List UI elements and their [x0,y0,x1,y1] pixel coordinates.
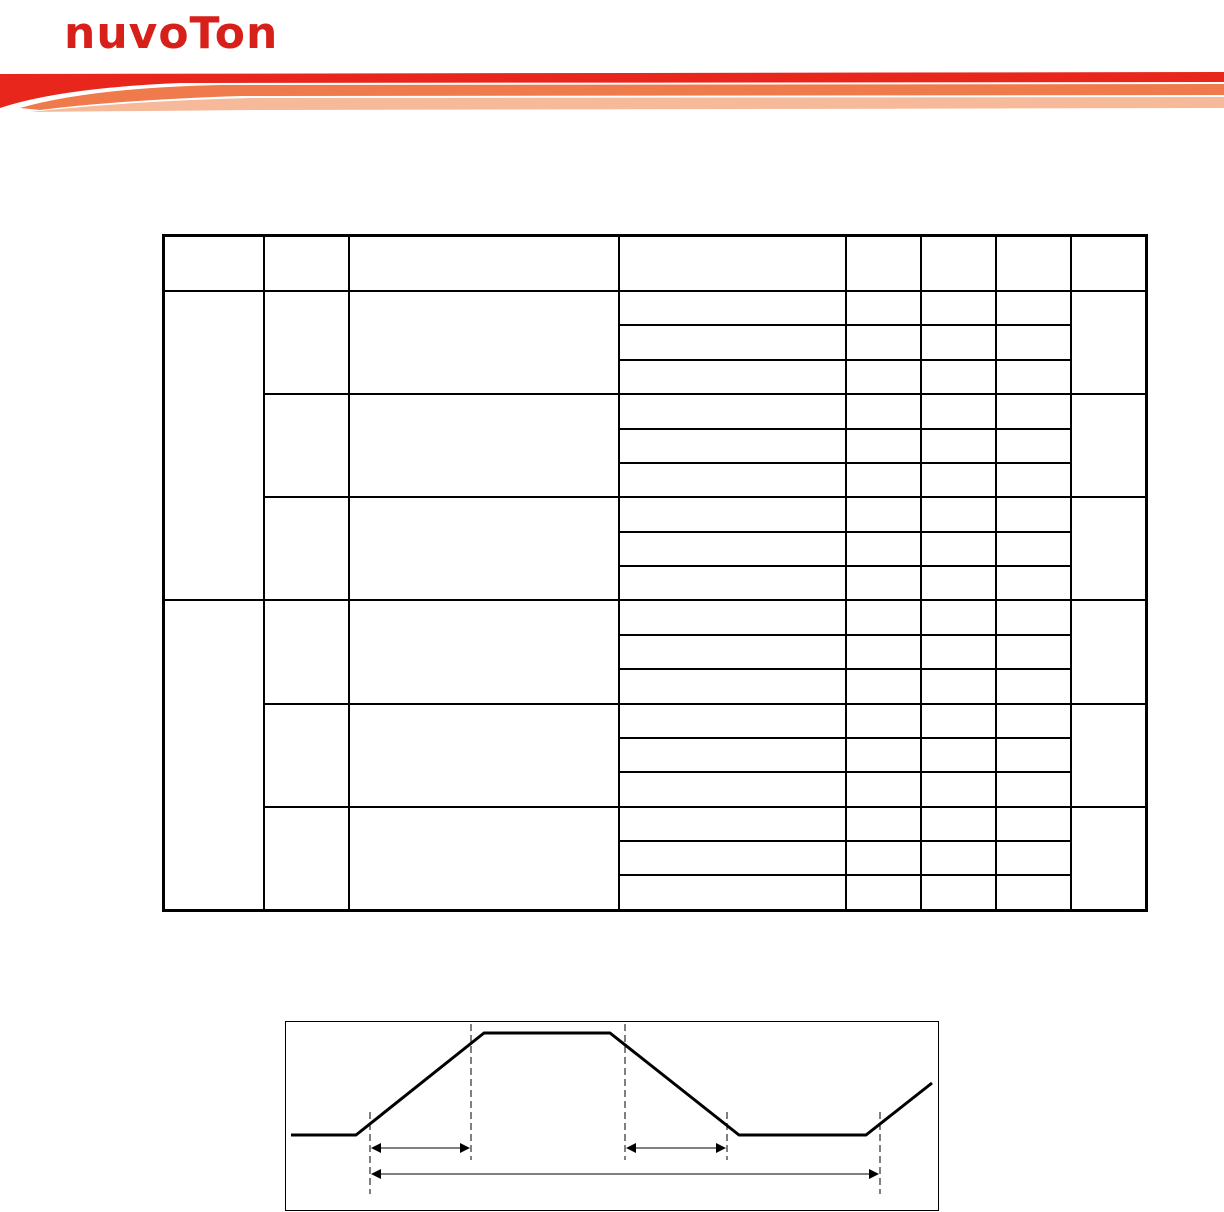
min-cell [846,497,921,531]
table-row [164,600,1147,634]
max-cell [996,875,1071,910]
typ-cell [921,704,996,738]
typ-cell [921,566,996,600]
max-cell [996,669,1071,703]
min-cell [846,463,921,497]
condition-cell [619,360,846,394]
min-cell [846,429,921,463]
condition-cell [619,291,846,325]
header-cell-8 [1071,236,1147,292]
unit-cell [1071,807,1147,911]
timing-diagram [285,1021,939,1211]
typ-cell [921,532,996,566]
min-cell [846,807,921,841]
min-cell [846,669,921,703]
min-cell [846,600,921,634]
condition-cell [619,738,846,772]
condition-cell [619,463,846,497]
condition-cell [619,566,846,600]
header-cell-4 [619,236,846,292]
table-row [164,807,1147,841]
condition-cell [619,325,846,359]
min-cell [846,738,921,772]
max-cell [996,600,1071,634]
subgroup-cell [264,704,349,807]
condition-cell [619,532,846,566]
unit-cell [1071,291,1147,394]
max-cell [996,325,1071,359]
unit-cell [1071,497,1147,600]
header-cell-6 [921,236,996,292]
header-banner [0,68,1224,114]
max-cell [996,704,1071,738]
table-row [164,704,1147,738]
condition-cell [619,635,846,669]
group-cell [164,291,264,600]
typ-cell [921,875,996,910]
brand-logo [64,8,279,59]
table-header-row [164,236,1147,292]
group-cell [164,600,264,910]
signal-waveform [291,1033,932,1135]
condition-cell [619,497,846,531]
condition-cell [619,772,846,806]
max-cell [996,532,1071,566]
condition-cell [619,669,846,703]
unit-cell [1071,704,1147,807]
description-cell [349,600,619,703]
typ-cell [921,807,996,841]
min-cell [846,841,921,875]
typ-cell [921,772,996,806]
description-cell [349,291,619,394]
condition-cell [619,429,846,463]
typ-cell [921,360,996,394]
condition-cell [619,841,846,875]
subgroup-cell [264,600,349,703]
description-cell [349,497,619,600]
typ-cell [921,429,996,463]
typ-cell [921,841,996,875]
brand-name: nuvoTon [64,8,279,59]
condition-cell [619,807,846,841]
typ-cell [921,291,996,325]
page-header [0,0,1224,120]
condition-cell [619,394,846,428]
spec-table [162,234,1148,912]
unit-cell [1071,600,1147,703]
table-row [164,394,1147,428]
min-cell [846,772,921,806]
max-cell [996,566,1071,600]
max-cell [996,291,1071,325]
header-cell-7 [996,236,1071,292]
max-cell [996,463,1071,497]
typ-cell [921,738,996,772]
max-cell [996,360,1071,394]
min-cell [846,325,921,359]
typ-cell [921,394,996,428]
min-cell [846,704,921,738]
min-cell [846,394,921,428]
max-cell [996,772,1071,806]
header-cell-3 [349,236,619,292]
min-cell [846,532,921,566]
max-cell [996,429,1071,463]
subgroup-cell [264,497,349,600]
subgroup-cell [264,291,349,394]
min-cell [846,875,921,910]
max-cell [996,807,1071,841]
condition-cell [619,704,846,738]
description-cell [349,704,619,807]
condition-cell [619,600,846,634]
condition-cell [619,875,846,910]
header-cell-5 [846,236,921,292]
table-row [164,291,1147,325]
header-cell-2 [264,236,349,292]
typ-cell [921,635,996,669]
min-cell [846,360,921,394]
description-cell [349,807,619,911]
subgroup-cell [264,394,349,497]
min-cell [846,635,921,669]
table-body [164,291,1147,911]
max-cell [996,841,1071,875]
min-cell [846,566,921,600]
typ-cell [921,325,996,359]
typ-cell [921,600,996,634]
subgroup-cell [264,807,349,911]
table-row [164,497,1147,531]
unit-cell [1071,394,1147,497]
header-cell-1 [164,236,264,292]
max-cell [996,635,1071,669]
max-cell [996,497,1071,531]
typ-cell [921,497,996,531]
typ-cell [921,463,996,497]
typ-cell [921,669,996,703]
max-cell [996,738,1071,772]
banner-stripe-peach [30,97,1224,112]
description-cell [349,394,619,497]
max-cell [996,394,1071,428]
timing-diagram-svg [286,1022,940,1212]
min-cell [846,291,921,325]
